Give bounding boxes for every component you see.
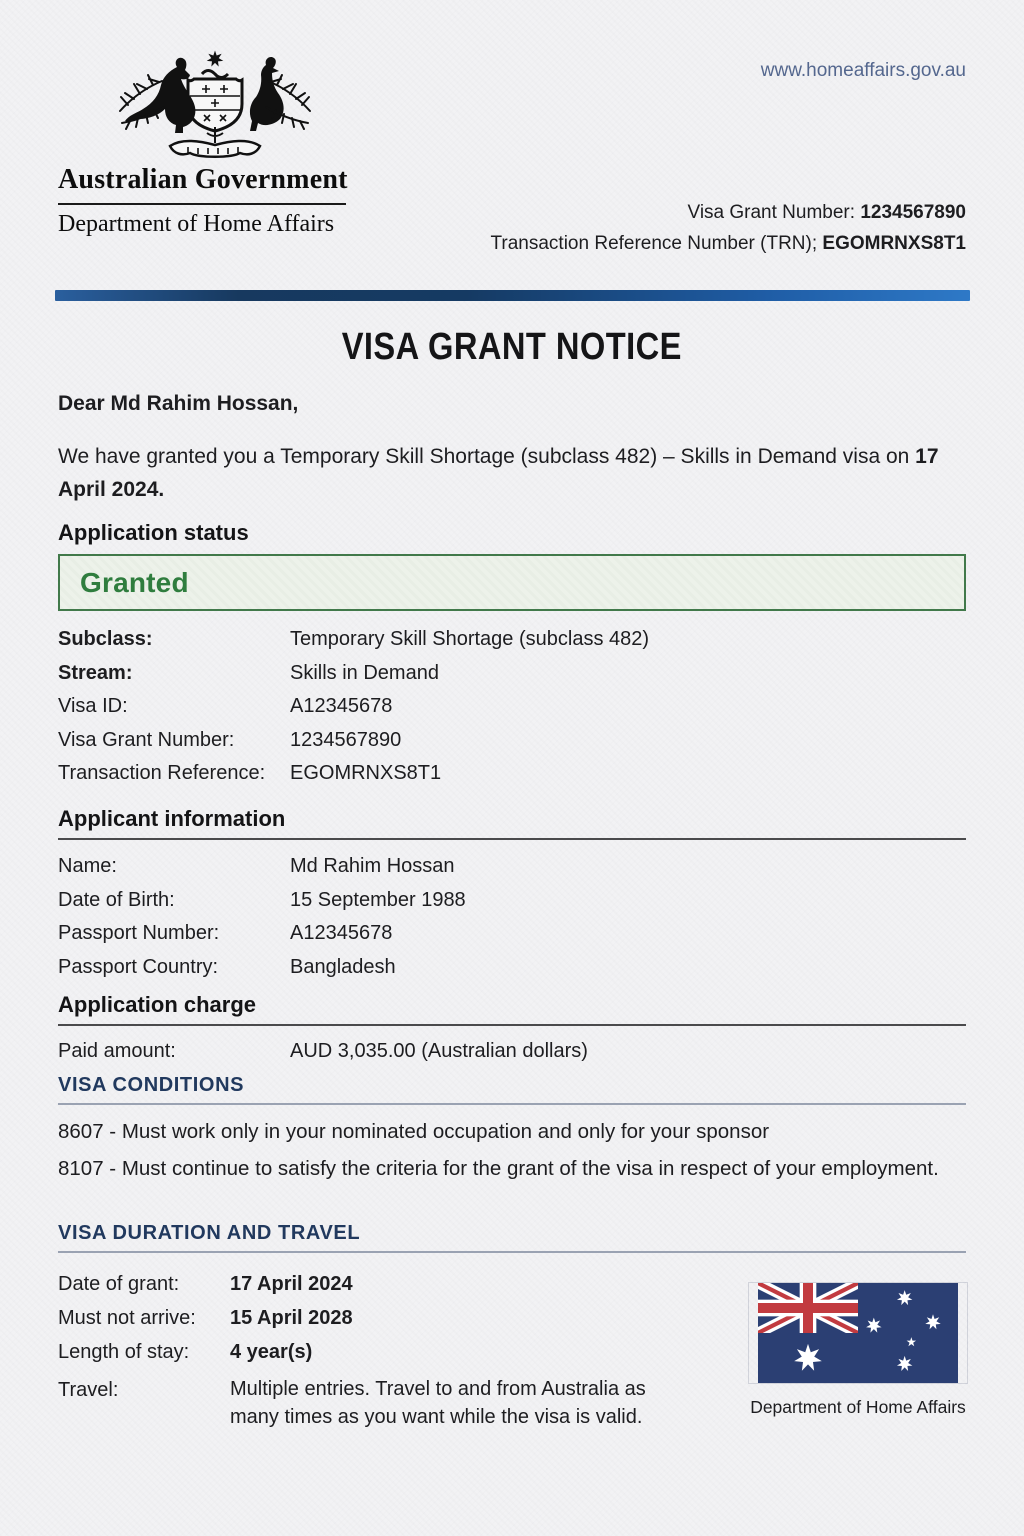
- status-granted-value: Granted: [80, 566, 189, 598]
- conditions-list: [58, 1118, 966, 1183]
- charge-heading-rule: [58, 1024, 966, 1026]
- duration-row-date-of-grant: Date of grant: 17 April 2024: [58, 1273, 353, 1295]
- applicant-heading-rule: [58, 838, 966, 840]
- intro-grant-date: 17 April 2024.: [58, 445, 939, 501]
- application-charge-heading: Application charge: [58, 992, 257, 1017]
- greeting-line: Dear Md Rahim Hossan,: [58, 392, 299, 415]
- visa-duration-heading: VISA DURATION AND TRAVEL: [58, 1222, 361, 1244]
- applicant-row-name: Name: Md Rahim Hossan: [58, 855, 455, 877]
- status-fields: [58, 623, 966, 791]
- trn-line: [491, 233, 967, 255]
- application-status-section: [58, 520, 966, 791]
- duration-row-must-not-arrive: Must not arrive: 15 April 2028: [58, 1307, 353, 1329]
- status-row-stream: Stream: Skills in Demand: [58, 661, 439, 684]
- intro-paragraph: [58, 440, 966, 506]
- crest-emu: [250, 57, 284, 131]
- duration-fields: [58, 1267, 738, 1431]
- condition-item-8107: 8107 - Must continue to satisfy the criteria for the grant of the visa in respect of your employment.: [58, 1157, 939, 1180]
- trn-value: EGOMRNXS8T1: [822, 233, 966, 254]
- visa-grant-number-value: 1234567890: [860, 202, 966, 223]
- status-granted-box: [58, 554, 966, 611]
- department-title: Department of Home Affairs: [58, 211, 335, 237]
- status-row-grant-number: Visa Grant Number: 1234567890: [58, 728, 402, 751]
- crest-star: [207, 51, 224, 67]
- australian-flag-icon: [749, 1283, 967, 1383]
- applicant-information-heading: Applicant information: [58, 806, 286, 831]
- duration-row-length-of-stay: Length of stay: 4 year(s): [58, 1341, 313, 1363]
- duration-heading-rule: [58, 1251, 966, 1253]
- duration-row-travel: Travel: Multiple entries. Travel to and from Australia as many times as you want while the visa is valid.: [58, 1378, 646, 1428]
- condition-item-8607: 8607 - Must work only in your nominated occupation and only for your sponsor: [58, 1120, 770, 1143]
- status-row-visa-id: Visa ID: A12345678: [58, 695, 393, 717]
- flag-block: [749, 1283, 967, 1418]
- applicant-row-dob: Date of Birth: 15 September 1988: [58, 888, 466, 911]
- applicant-row-passport-number: Passport Number: A12345678: [58, 922, 393, 944]
- intro-text: We have granted you a Temporary Skill Shortage (subclass 482) – Skills in Demand visa on: [58, 445, 916, 468]
- government-title: Australian Government: [58, 164, 348, 195]
- government-title-rule: [58, 203, 346, 205]
- status-row-transaction-reference: Transaction Reference: EGOMRNXS8T1: [58, 762, 442, 784]
- visa-conditions-heading: VISA CONDITIONS: [58, 1074, 245, 1096]
- visa-grant-number-label: Visa Grant Number:: [687, 202, 856, 223]
- australian-coat-of-arms-icon: [110, 46, 320, 166]
- applicant-information-section: [58, 806, 966, 984]
- status-row-subclass: Subclass: Temporary Skill Shortage (subclass 482): [58, 628, 650, 650]
- charge-fields: [58, 1035, 966, 1069]
- conditions-heading-rule: [58, 1103, 966, 1105]
- header-divider-bar: [55, 290, 970, 301]
- visa-conditions-section: [58, 1074, 966, 1183]
- applicant-row-passport-country: Passport Country: Bangladesh: [58, 955, 396, 978]
- page-title: VISA GRANT NOTICE: [341, 326, 683, 368]
- application-charge-section: [58, 992, 966, 1069]
- flag-caption: Department of Home Affairs: [750, 1397, 966, 1417]
- application-status-heading: Application status: [58, 520, 249, 545]
- charge-row-paid-amount: Paid amount: AUD 3,035.00 (Australian dollars): [58, 1040, 588, 1062]
- homeaffairs-url: www.homeaffairs.gov.au: [760, 60, 966, 81]
- trn-label: Transaction Reference Number (TRN);: [490, 233, 818, 254]
- applicant-fields: [58, 850, 966, 984]
- visa-grant-number-line: [687, 202, 966, 224]
